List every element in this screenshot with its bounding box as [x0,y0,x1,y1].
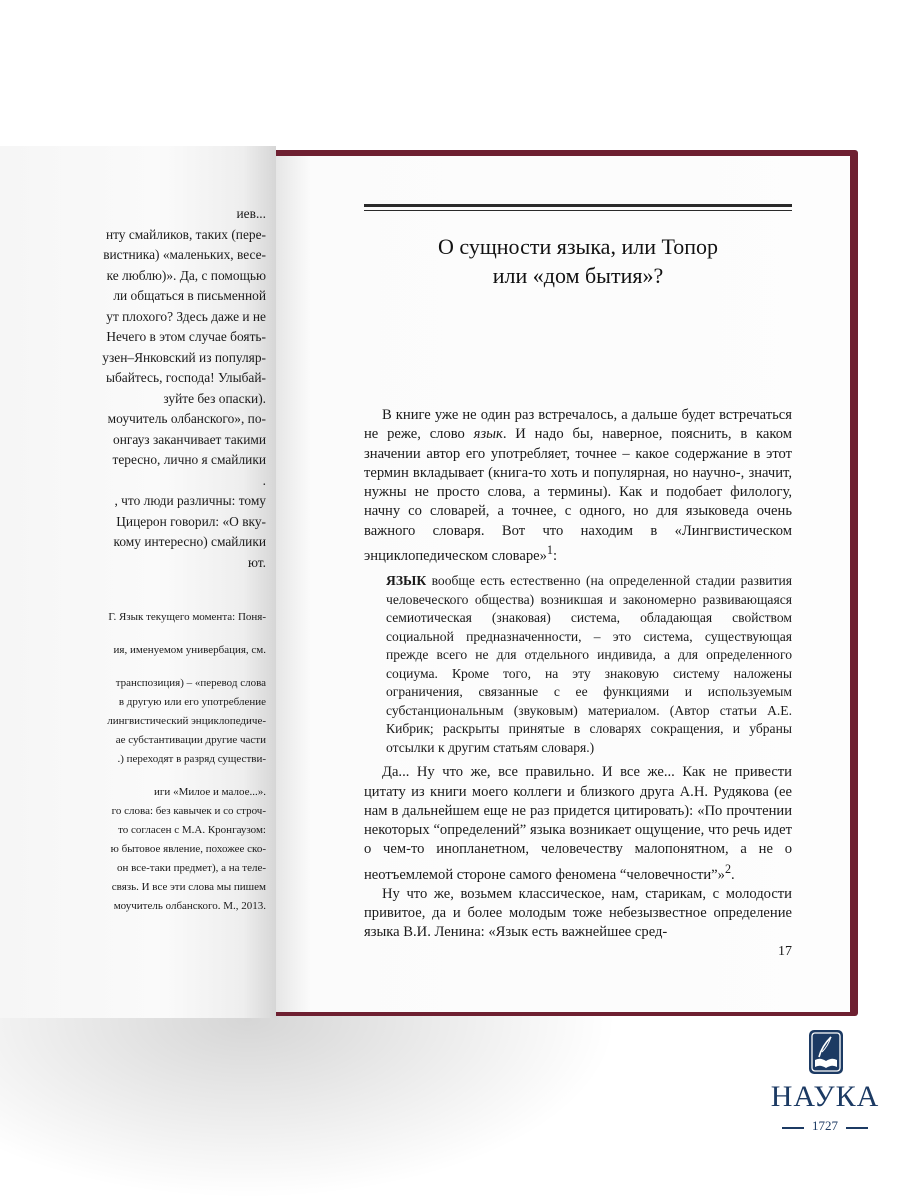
chapter-title [364,232,792,290]
footnote-line: ия, именуемом универбация, см. [113,644,266,656]
paragraph-1: В книге уже не один раз встречалось, а дальше будет встречаться не реже, слово язык. И надо бы, наверное, пояснить, в каком значении автор его употребляет, точнее – какое содержание в этот термин вкладывает (книга-то хоть и популярная, но научно-, значит, нужны не просто слова, а термины). Как и подобает филологу, начну со словарей, а точнее, с одного, но для языковеда очень важного словаря. Вот что находим в «Лингвистическом энциклопедическом словаре»$^1$: [364,407,793,564]
quote-text: вообще есть естественно (на определенной стадии развития человеческого общества) возникшая и закономерно развивающаяся семиотическая (знаковая) система, обладающая свойством социальной предназначенности, – это система, существующая прежде всего не для отдельного индивида, а для определенного социума. Кроме того, на эту знаковую систему наложены ограничения, связанные с ее функциями и используемым субстанциональным (звуковым) материалом. (Автор статьи А.Е. Кибрик; раскрыты принятые в словарях сокращения, и убраны отсылки к другим статьям словаря.) [386,573,792,755]
left-body-line: ке люблю)». Да, с помощью [106,267,266,283]
left-body-line: Нечего в этом случае боять- [106,329,266,344]
chapter-title-line: или «дом бытия»? [492,263,664,288]
paragraph-2: Да... Ну что же, все правильно. И все же... Как не привести цитату из книги моего коллеги и близкого друга А.Н. Рудякова (ее нам в дальнейшем еще не раз придется цитировать): «По прочтении некоторых “определений” языка возникает ощущение, что речь идет о чем-то инопланетном, человечеству малопонятном, а не о неотъемлемой стороне самого феномена “человечности”»$^2$. [364,764,792,883]
footnote-line: то согласен с М.А. Кронгаузом: [118,824,266,836]
paragraph-3: Ну что же, возьмем классическое, нам, старикам, с молодости привитое, да и более молодым тоже небезызвестное определение языка В.И. Ленина: «Язык есть важнейшее сред- [364,885,792,941]
left-page-footnotes [0,608,266,916]
left-body-line: вистника) «маленьких, весе- [103,247,266,262]
footnote-line: .) переходят в разряд существи- [117,753,266,765]
footnote-line: лингвистический энциклопедиче- [107,715,266,727]
book-quill-icon [809,1030,843,1074]
publisher-name: НАУКА [770,1080,880,1113]
footnote-line: Г. Язык текущего момента: Поня- [108,611,266,623]
left-body-line: моучитель олбанского», по- [107,411,266,426]
book-shadow [0,1000,620,1200]
publisher-year: 1727 [812,1118,838,1133]
page-number: 17 [778,944,792,959]
footnote-line: связь. И все эти слова мы пишем [111,881,266,893]
left-body-line: , что люди различны: тому [114,493,266,508]
right-page-body [364,406,792,943]
left-page-body [0,204,266,573]
left-body-line: зуйте без опаски). [163,390,266,406]
left-body-line: ыбайтесь, господа! Улыбай- [106,370,266,385]
title-rule-thick [364,204,792,207]
left-body-line: иев... [236,206,266,221]
footnote-mark: 2 [724,861,732,876]
footnote-line: иги «Милое и малое...». [154,786,266,798]
right-page [276,156,850,1012]
footnote-line: ае субстантивации другие части [115,734,266,746]
left-body-line: ют. [247,554,266,570]
footnote-line: моучитель олбанского. М., 2013. [113,900,266,912]
title-rule-thin [364,210,792,211]
publisher-logo [770,1030,880,1160]
left-body-line: узен–Янковский из популяр- [102,349,266,365]
footnote-line: ю бытовое явление, похожее ско- [110,843,266,855]
year-dash-right [846,1127,868,1129]
publisher-year-row [772,1118,878,1138]
footnote-line: он все-таки предмет), а на теле- [116,862,266,874]
left-body-line: ут плохого? Здесь даже и не [106,308,266,324]
left-body-line: нту смайликов, таких (пере- [105,226,266,242]
left-page [0,146,276,1018]
chapter-title-line: О сущности языка, или Топор [437,234,719,259]
left-body-line: кому интересно) смайлики [113,534,266,549]
italic-term: язык [473,426,503,443]
left-body-line: онгауз заканчивает такими [113,431,266,447]
quote-headword: ЯЗЫК [386,573,427,589]
left-body-line: . [262,472,266,488]
footnote-line: транспозиция) – «перевод слова [115,677,266,689]
footnote-line: го слова: без кавычек и со строч- [111,805,266,817]
dictionary-quote [386,572,792,757]
left-body-line: ли общаться в письменной [113,288,266,303]
footnote-line: в другую или его употребление [118,696,266,708]
left-body-line: тересно, лично я смайлики [112,452,266,467]
left-body-line: Цицерон говорил: «О вку- [116,513,266,529]
footnote-mark: 1 [546,543,553,558]
